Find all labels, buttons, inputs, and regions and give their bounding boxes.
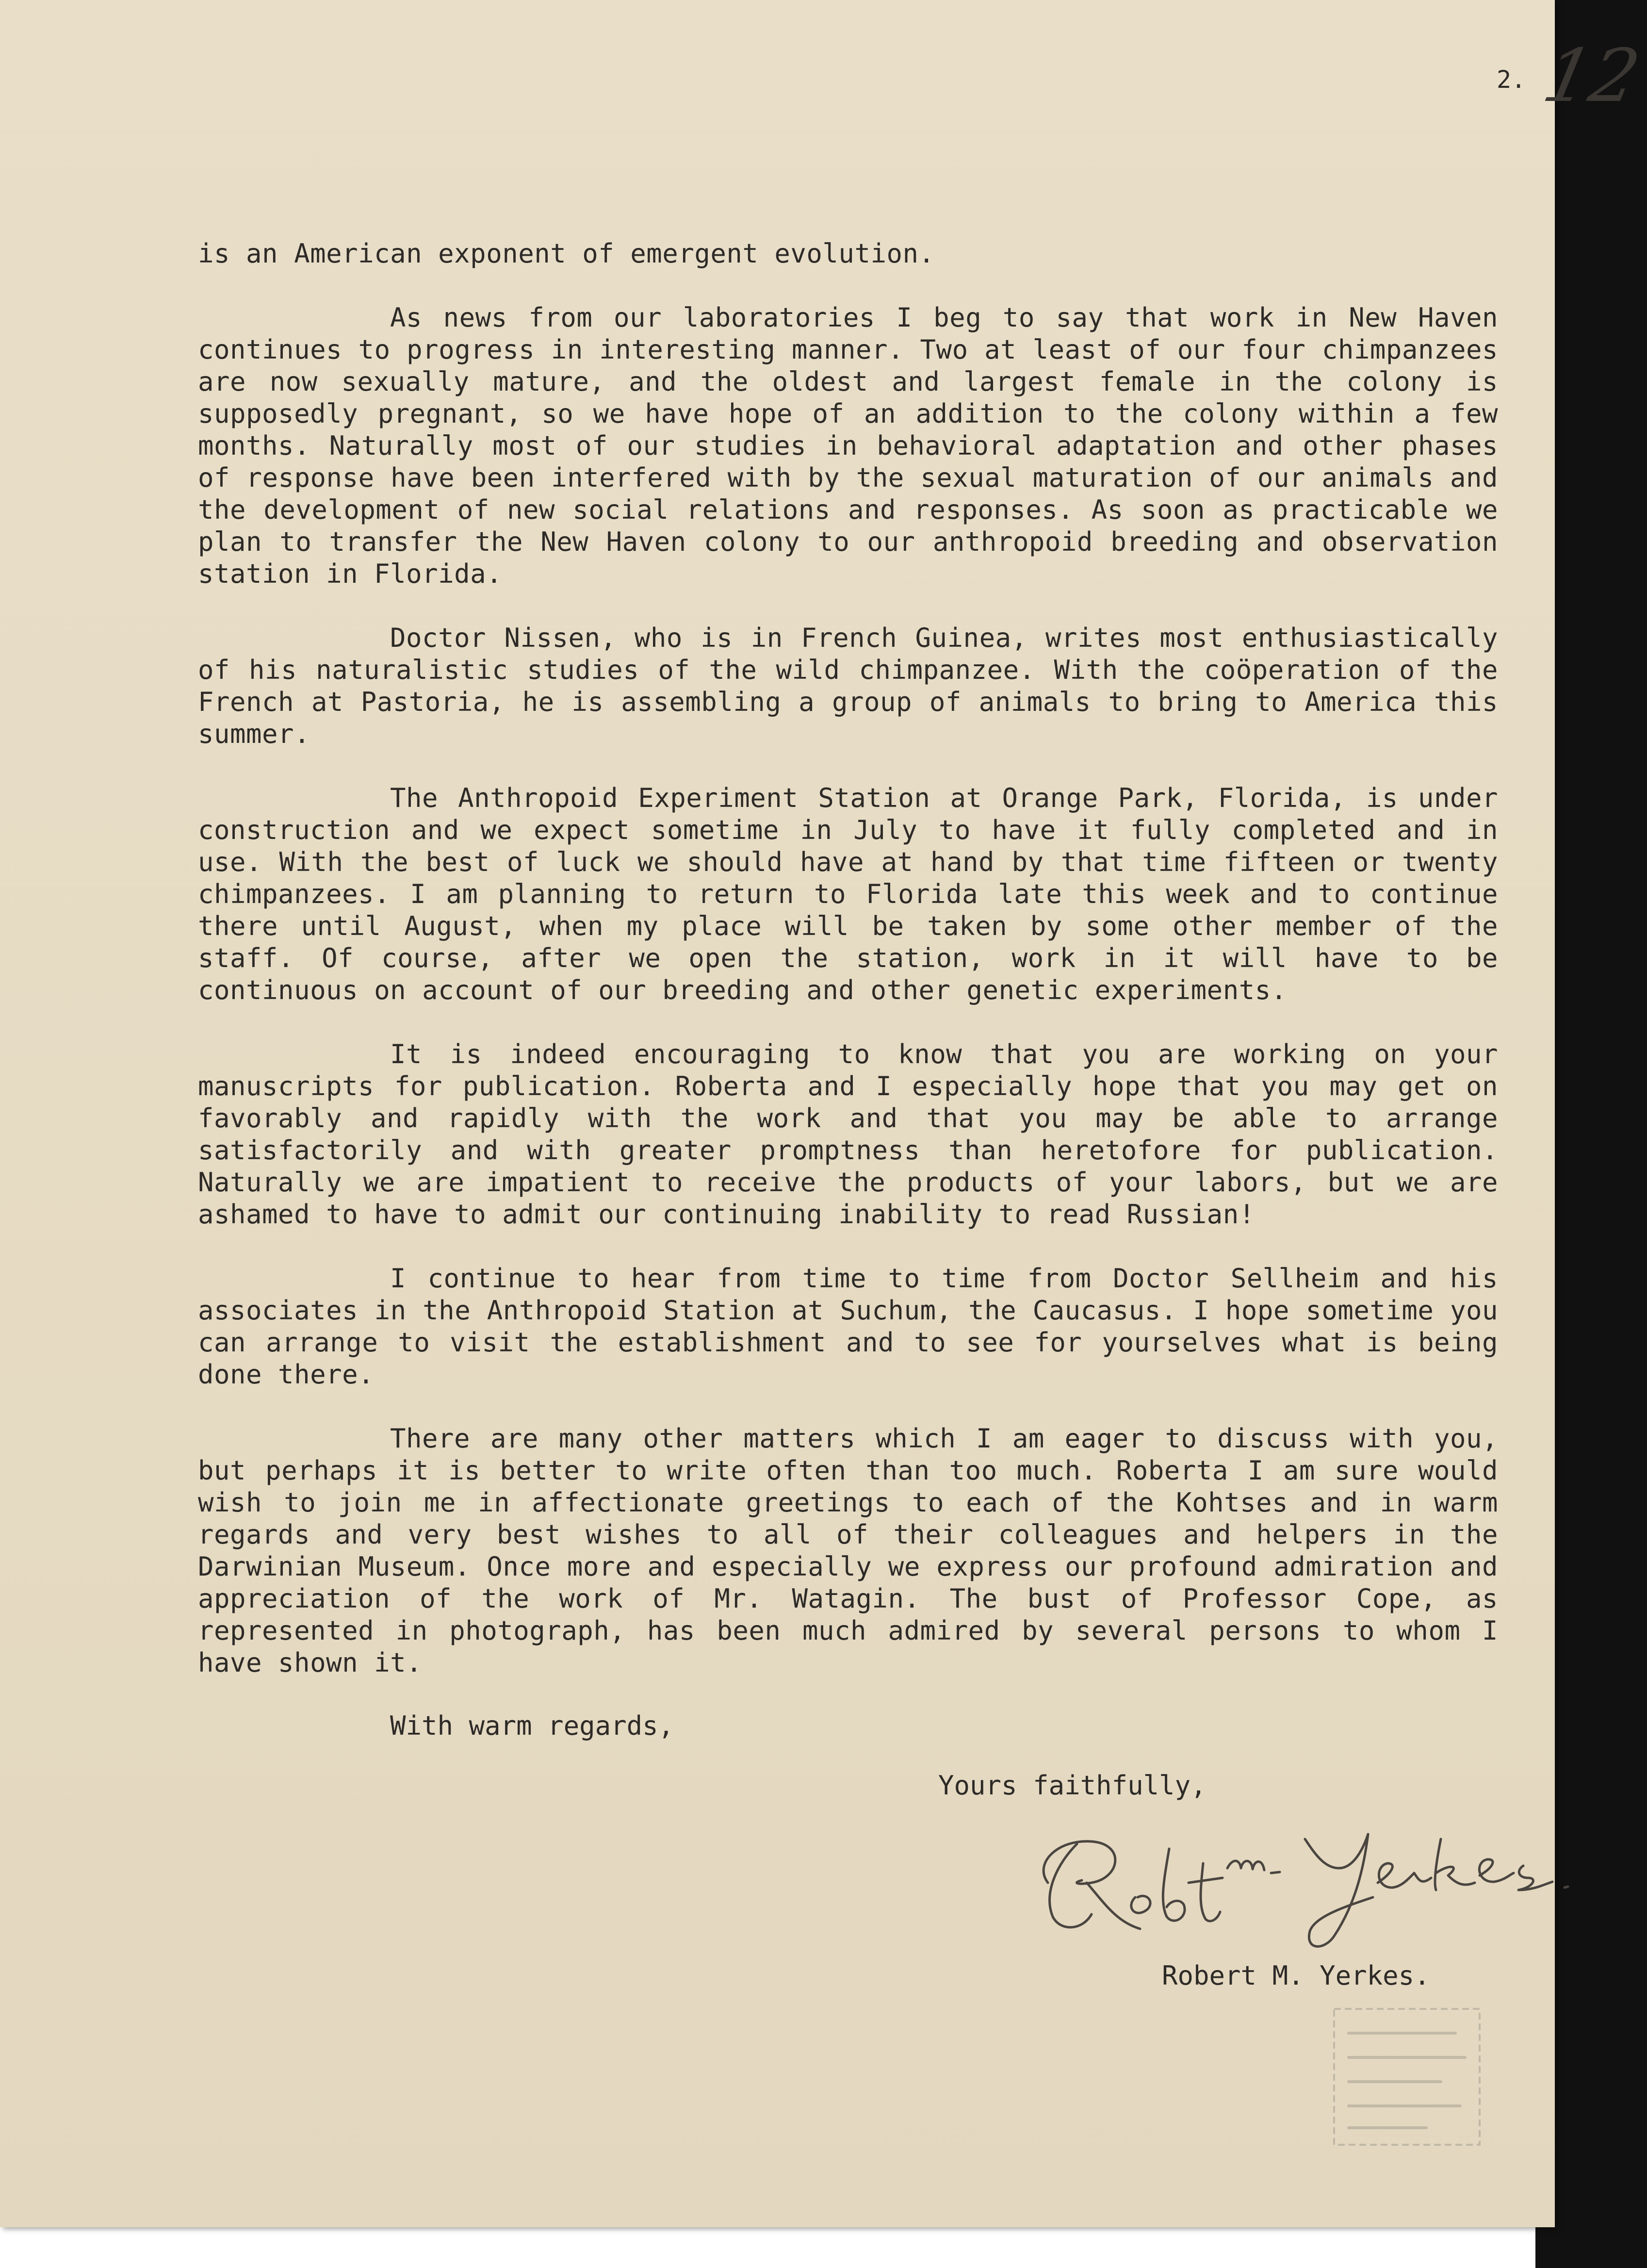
paragraph-greetings: There are many other matters which I am eager to discuss with you, but perhaps it is better to write often than too much. Roberta I am sure would wish to join me in affectionate greetings to each of the Kohtses and in warm regards and very best wishes to all of their colleagues and helpers in the Darwinian Museum. Once more and especially we express our profound admiration and appreciation of the work of Mr. Watagin. The bust of Professor Cope, as represented in photograph, has been much admired by several persons to whom I have shown it. [198,1423,1498,1678]
paragraph-manuscripts: It is indeed encouraging to know that you are working on your manuscripts for publication. Roberta and I especially hope that you may get on favorably and rapidly with the work and that you may be able to arrange satisfactorily and with greater promptness than heretofore for publication. Naturally we are impatient to receive the products of your labors, but we are ashamed to have to admit our continuing inability to read Russian! [198,1039,1498,1230]
page-number: 2. [1497,66,1526,94]
handwritten-signature [1014,1810,1625,1956]
typed-signature-name: Robert M. Yerkes. [1162,1960,1430,1991]
paragraph-laboratory-news: As news from our laboratories I beg to say that work in New Haven continues to progress in interesting manner. Two at least of our four chimpanzees are now sexually mature, and the oldest and largest female in the colony is supposedly pregnant, so we have hope of an addition to the colony within a few months. Naturally most of our studies in behavioral adaptation and other phases of response have been interfered with by the sexual maturation of our animals and the development of new social relations and responses. As soon as practicable we plan to transfer the New Haven colony to our anthropoid breeding and observation station in Florida. [198,302,1498,589]
paragraph-continuation: is an American exponent of emergent evolution. [198,238,935,269]
letter-body [198,238,1498,1711]
handwritten-folio-number: 12 [1536,34,1647,118]
paragraph-doctor-nissen: Doctor Nissen, who is in French Guinea, writes most enthusiastically of his naturalistic studies of the wild chimpanzee. With the coöperation of the French at Pastoria, he is assembling a group of animals to bring to America this summer. [198,623,1498,749]
paragraph-orange-park-station: The Anthropoid Experiment Station at Orange Park, Florida, is under construction and we expect sometime in July to have it fully completed and in use. With the best of luck we should have at hand by that time fifteen or twenty chimpanzees. I am planning to return to Florida late this week and to continue there until August, when my place will be taken by some other member of the staff. Of course, after we open the station, work in it will have to be continuous on account of our breeding and other genetic experiments. [198,783,1498,1005]
valediction: Yours faithfully, [938,1770,1207,1801]
closing-line: With warm regards, [390,1710,674,1741]
faded-archive-stamp [1329,2004,1484,2150]
paragraph-suchum-station: I continue to hear from time to time from Doctor Sellheim and his associates in the Anthropoid Station at Suchum, the Caucasus. I hope sometime you can arrange to visit the establishment and to see for yourselves what is being done there. [198,1263,1498,1390]
